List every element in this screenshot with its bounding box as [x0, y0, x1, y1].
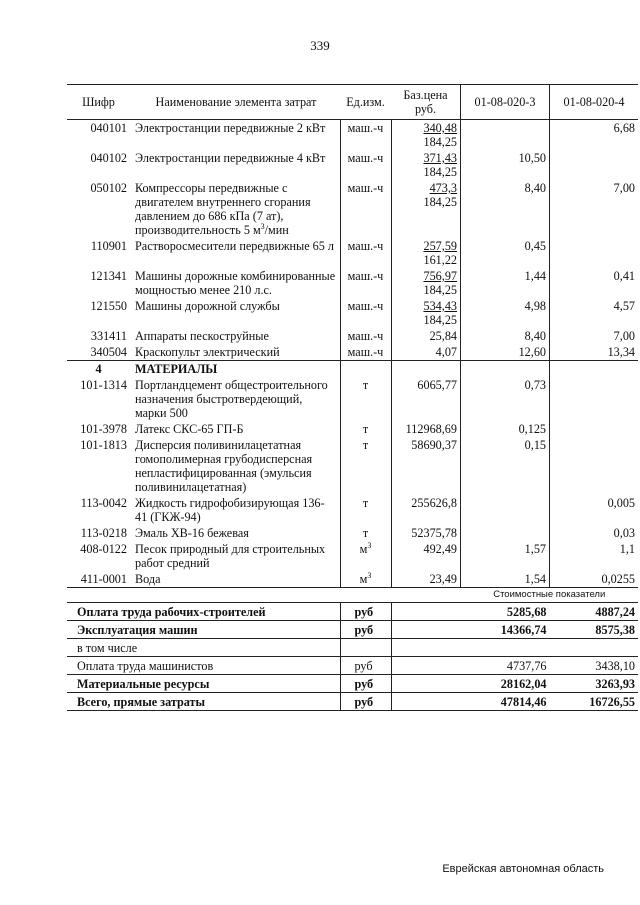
- table-row: [67, 437, 638, 495]
- row-name: [132, 180, 340, 238]
- row-price: 255626,8: [411, 496, 457, 510]
- row-price-secondary: 184,25: [423, 195, 457, 209]
- summary-row: [67, 639, 638, 657]
- row-unit: маш.-ч: [340, 238, 391, 268]
- row-price: 58690,37: [411, 438, 457, 452]
- row-unit: маш.-ч: [340, 344, 391, 361]
- table-row: [67, 298, 638, 328]
- row-code: 040102: [90, 151, 127, 165]
- row-code: 331411: [90, 329, 127, 343]
- row-price-main: 756,97: [423, 269, 457, 283]
- row-price-main: 25,84: [429, 329, 457, 343]
- row-value-b: 0,03: [550, 525, 639, 541]
- row-price-secondary: 184,25: [423, 165, 457, 179]
- row-price-main: 534,43: [423, 299, 457, 313]
- section-price: [391, 361, 461, 378]
- summary-label: Всего, прямые затраты: [67, 693, 340, 711]
- summary-value-a: 28162,04: [461, 675, 550, 693]
- header-price: Баз.цена руб.: [391, 85, 461, 120]
- section-b: [550, 361, 639, 378]
- row-unit: [340, 437, 391, 495]
- row-value-a: [461, 525, 550, 541]
- row-code: 340504: [90, 345, 127, 359]
- table-header: [67, 85, 638, 120]
- header-col-b: 01-08-020-4: [550, 85, 639, 120]
- row-value-a: 1,57: [461, 541, 550, 571]
- row-unit: [340, 421, 391, 437]
- table-row: [67, 495, 638, 525]
- row-value-a: 0,125: [461, 421, 550, 437]
- row-price: 492,49: [423, 542, 457, 556]
- row-unit: [340, 571, 391, 588]
- summary-row: [67, 657, 638, 675]
- row-name-text: Машины дорожные комбинированные мощностью менее 210 л.с.: [135, 269, 336, 297]
- row-value-a: 1,54: [461, 571, 550, 588]
- row-value-a: 1,44: [461, 268, 550, 298]
- summary-value-b: 3263,93: [550, 675, 639, 693]
- row-price: 112968,69: [405, 422, 457, 436]
- row-unit-sup: 3: [367, 570, 372, 580]
- summary-spacer: [391, 657, 461, 675]
- row-name: [132, 298, 340, 328]
- row-name: Дисперсия поливинилацетатная гомополимерная грубодисперсная непластифицированная (эмульсия поливинилацетатная): [135, 438, 313, 494]
- table-row: [67, 525, 638, 541]
- row-price: 23,49: [429, 572, 457, 586]
- row-name: [132, 344, 340, 361]
- summary-value-b: 16726,55: [550, 693, 639, 711]
- row-unit: маш.-ч: [340, 268, 391, 298]
- row-price: [391, 344, 461, 361]
- summary-label: Оплата труда машинистов: [67, 657, 340, 675]
- row-price-main: 340,48: [423, 121, 457, 135]
- summary-spacer: [391, 603, 461, 621]
- row-value-a: 0,73: [461, 377, 550, 421]
- header-code: Шифр: [67, 85, 132, 120]
- row-code: 050102: [90, 181, 127, 195]
- row-name: [132, 120, 340, 151]
- row-price: [391, 268, 461, 298]
- table-row: [67, 150, 638, 180]
- row-unit-text: м: [359, 542, 368, 556]
- row-name-text: Краскопульт электрический: [135, 345, 280, 359]
- summary-row: [67, 621, 638, 639]
- row-price-main: 257,59: [423, 239, 457, 253]
- summary-value-a: [461, 639, 550, 657]
- row-code: 101-1314: [80, 378, 127, 392]
- table-row: [67, 421, 638, 437]
- footer-region: Еврейская автономная область: [442, 863, 604, 875]
- row-value-a: 12,60: [461, 344, 550, 361]
- cost-table: [67, 84, 638, 711]
- header-col-a: 01-08-020-3: [461, 85, 550, 120]
- summary-label: Материальные ресурсы: [67, 675, 340, 693]
- row-unit: [340, 541, 391, 571]
- row-code: 408-0122: [80, 542, 127, 556]
- row-value-b: 0,41: [550, 268, 639, 298]
- row-value-b: 4,57: [550, 298, 639, 328]
- row-price-secondary: 184,25: [423, 135, 457, 149]
- summary-value-b: 8575,38: [550, 621, 639, 639]
- row-code: 101-3978: [80, 422, 127, 436]
- row-unit: маш.-ч: [340, 328, 391, 344]
- row-price-secondary: 184,25: [423, 313, 457, 327]
- row-unit-text: т: [362, 378, 369, 392]
- row-value-b: 6,68: [550, 120, 639, 151]
- table-row: [67, 120, 638, 151]
- summary-row: [67, 675, 638, 693]
- row-price: 6065,77: [417, 378, 457, 392]
- summary-row: [67, 693, 638, 711]
- header-name: Наименование элемента затрат: [132, 85, 340, 120]
- summary-value-a: 5285,68: [461, 603, 550, 621]
- table-row: [67, 344, 638, 361]
- summary-unit: руб: [340, 693, 391, 711]
- row-price-secondary: 184,25: [423, 283, 457, 297]
- table-row: [67, 328, 638, 344]
- row-name-text: Электростанции передвижные 4 кВт: [135, 151, 326, 165]
- summary-spacer: [391, 639, 461, 657]
- row-unit-text: т: [362, 422, 369, 436]
- row-code: 101-1813: [80, 438, 127, 452]
- summary-value-a: 47814,46: [461, 693, 550, 711]
- row-price-main: 371,43: [423, 151, 457, 165]
- section-title: МАТЕРИАЛЫ: [132, 361, 340, 378]
- summary-unit: руб: [340, 675, 391, 693]
- row-unit: маш.-ч: [340, 150, 391, 180]
- row-code: 113-0218: [80, 526, 127, 540]
- row-unit: [340, 495, 391, 525]
- row-unit-text: т: [362, 526, 369, 540]
- row-value-a: [461, 120, 550, 151]
- summary-spacer: [391, 693, 461, 711]
- row-value-a: 8,40: [461, 180, 550, 238]
- row-code: 110901: [90, 239, 127, 253]
- row-value-b: 7,00: [550, 328, 639, 344]
- section-header: [67, 361, 638, 378]
- cost-indicators-label: Стоимостные показатели: [461, 588, 639, 603]
- section-unit: [340, 361, 391, 378]
- row-name-text: Электростанции передвижные 2 кВт: [135, 121, 326, 135]
- row-unit-text: м: [359, 572, 368, 586]
- row-name: Эмаль ХВ-16 бежевая: [135, 526, 249, 540]
- row-value-b: [550, 437, 639, 495]
- row-unit: маш.-ч: [340, 120, 391, 151]
- cost-indicators-spacer: [67, 588, 461, 603]
- row-value-b: [550, 377, 639, 421]
- row-price: [391, 328, 461, 344]
- row-value-a: [461, 495, 550, 525]
- row-value-b: 0,005: [550, 495, 639, 525]
- row-name-text: Компрессоры передвижные с двигателем внутреннего сгорания давлением до 686 кПа (7 ат), производительность 5 м: [135, 181, 311, 237]
- table-row: [67, 180, 638, 238]
- summary-label: Оплата труда рабочих-строителей: [67, 603, 340, 621]
- row-value-b: [550, 150, 639, 180]
- summary-label: Эксплуатация машин: [67, 621, 340, 639]
- row-value-a: 0,15: [461, 437, 550, 495]
- summary-value-a: 4737,76: [461, 657, 550, 675]
- row-name: Жидкость гидрофобизирующая 136-41 (ГКЖ-94): [135, 496, 325, 524]
- row-value-a: 8,40: [461, 328, 550, 344]
- row-unit: маш.-ч: [340, 298, 391, 328]
- row-unit: [340, 377, 391, 421]
- table-row: [67, 541, 638, 571]
- row-price: [391, 298, 461, 328]
- row-price: 52375,78: [411, 526, 457, 540]
- row-name: [132, 268, 340, 298]
- page-number: 339: [310, 38, 330, 53]
- summary-label: в том числе: [67, 639, 340, 657]
- row-price: [391, 238, 461, 268]
- row-value-b: 7,00: [550, 180, 639, 238]
- row-name-tail: /мин: [264, 223, 289, 237]
- table-row: [67, 238, 638, 268]
- table-row: [67, 377, 638, 421]
- summary-unit: [340, 639, 391, 657]
- row-name: Латекс СКС-65 ГП-Б: [135, 422, 244, 436]
- row-value-b: [550, 238, 639, 268]
- row-value-a: 0,45: [461, 238, 550, 268]
- table-row: [67, 268, 638, 298]
- row-unit: [340, 525, 391, 541]
- row-price-main: 473,3: [429, 181, 457, 195]
- row-price: [391, 150, 461, 180]
- row-name-text: Машины дорожной службы: [135, 299, 280, 313]
- row-value-b: [550, 421, 639, 437]
- row-name: [132, 238, 340, 268]
- row-name-text: Аппараты пескоструйные: [135, 329, 269, 343]
- row-name: Вода: [135, 572, 161, 586]
- section-a: [461, 361, 550, 378]
- summary-spacer: [391, 621, 461, 639]
- row-code: 411-0001: [80, 572, 127, 586]
- row-price-secondary: 161,22: [423, 253, 457, 267]
- row-price: [391, 180, 461, 238]
- row-value-a: 10,50: [461, 150, 550, 180]
- row-name: [132, 328, 340, 344]
- row-code: 121550: [90, 299, 127, 313]
- header-unit: Ед.изм.: [340, 85, 391, 120]
- row-value-b: 1,1: [550, 541, 639, 571]
- row-name: [132, 150, 340, 180]
- summary-spacer: [391, 675, 461, 693]
- row-code: 040101: [90, 121, 127, 135]
- summary-unit: руб: [340, 603, 391, 621]
- section-number: 4: [67, 361, 132, 378]
- table-row: [67, 571, 638, 588]
- row-name: Песок природный для строительных работ средний: [135, 542, 326, 570]
- row-value-b: 13,34: [550, 344, 639, 361]
- row-unit: маш.-ч: [340, 180, 391, 238]
- row-name: Портландцемент общестроительного назначения быстротвердеющий, марки 500: [135, 378, 328, 420]
- row-name-text: Растворосмесители передвижные 65 л: [135, 239, 334, 253]
- row-unit-text: т: [362, 438, 369, 452]
- row-value-a: 4,98: [461, 298, 550, 328]
- row-value-b: 0,0255: [550, 571, 639, 588]
- summary-unit: руб: [340, 621, 391, 639]
- row-name-sup: 3: [260, 221, 265, 231]
- row-code: 121341: [90, 269, 127, 283]
- row-unit-text: т: [362, 496, 369, 510]
- row-unit-sup: 3: [367, 540, 372, 550]
- summary-value-b: 4887,24: [550, 603, 639, 621]
- summary-value-a: 14366,74: [461, 621, 550, 639]
- summary-value-b: 3438,10: [550, 657, 639, 675]
- row-price: [391, 120, 461, 151]
- row-code: 113-0042: [80, 496, 127, 510]
- cost-indicators-row: [67, 588, 638, 603]
- summary-row: [67, 603, 638, 621]
- summary-unit: руб: [340, 657, 391, 675]
- summary-value-b: [550, 639, 639, 657]
- row-price-main: 4,07: [435, 345, 457, 359]
